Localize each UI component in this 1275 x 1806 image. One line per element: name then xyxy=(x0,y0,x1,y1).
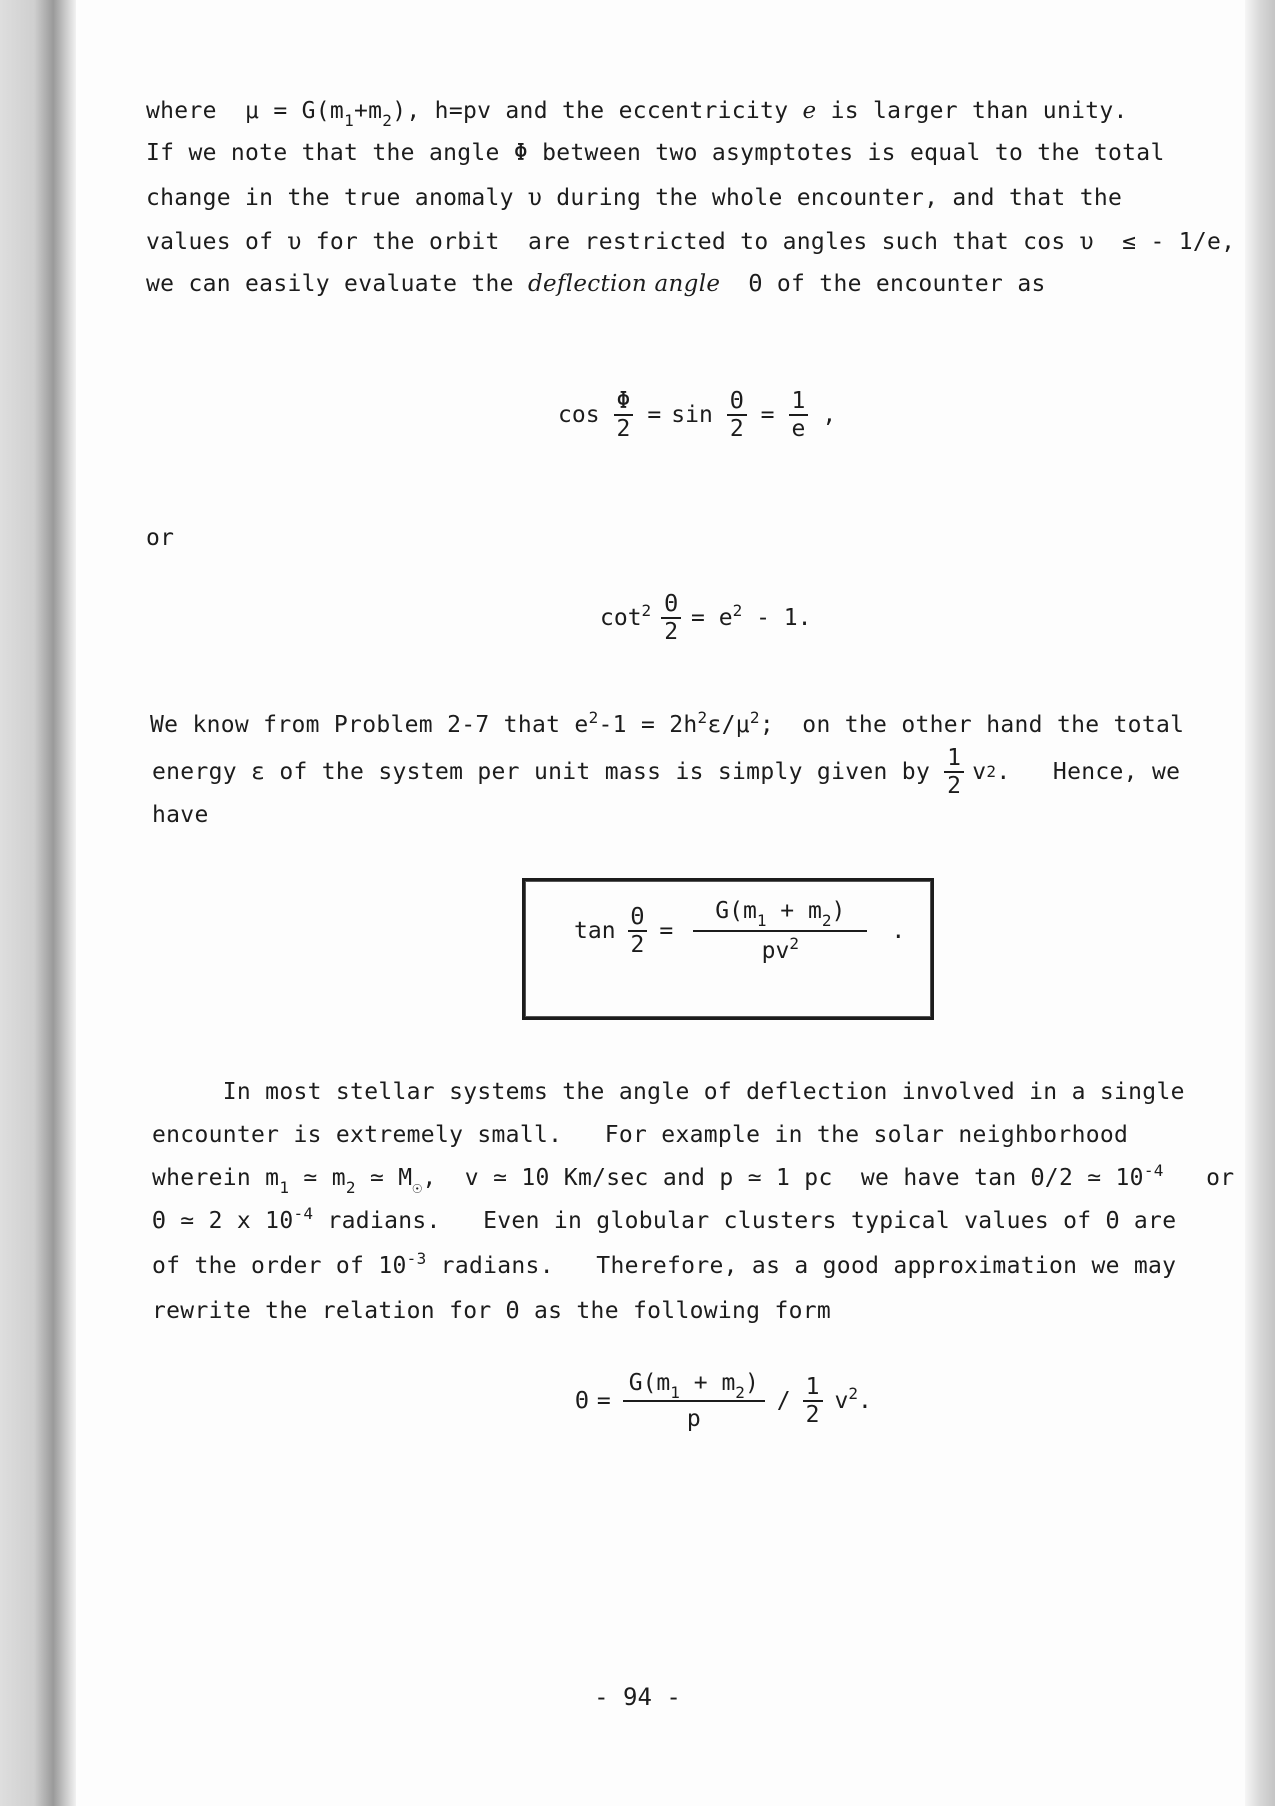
italic-term: deflection angle xyxy=(527,271,721,297)
text-line: In most stellar systems the angle of deflection involved in a single xyxy=(152,1079,1185,1105)
text-line: where $\mu = G(m_1+m_2)$, h=pv and the eccentricity e is larger than unity. xyxy=(146,98,1128,130)
equation-tan: tan $\frac{\Theta}{2}$ = $\frac{G(m_1 + m_2)}{pv^2}$ . xyxy=(574,898,906,964)
text-line: We know from Problem 2-7 that $e^2-1 = 2h^2\varepsilon/\mu^2$; on the other hand the total xyxy=(150,708,1185,738)
page-spine-shadow xyxy=(0,0,76,1806)
page-edge-shadow xyxy=(1245,0,1275,1806)
equation-theta-approx: Θ = $\frac{G(m_1 + m_2)}{p}$ / $\frac{1}{2}$ $v^2$. xyxy=(575,1370,872,1432)
text-line: change in the true anomaly υ during the whole encounter, and that the xyxy=(146,185,1123,211)
equation-cot: $\cot^2$ $\frac{\Theta}{2}$ = $e^2 - 1$. xyxy=(600,591,812,645)
text-line: of the order of $10^{-3}$ radians. Therefore, as a good approximation we may xyxy=(152,1249,1177,1279)
text-line: Θ ≃ 2 x $10^{-4}$ radians. Even in globular clusters typical values of Θ are xyxy=(152,1204,1177,1234)
text-line: we can easily evaluate the deflection angle Θ of the encounter as xyxy=(146,271,1046,297)
text-line: encounter is extremely small. For example in the solar neighborhood xyxy=(152,1122,1129,1148)
text-line: values of υ for the orbit are restricted to angles such that cos υ ≤ - 1/e, xyxy=(146,229,1236,255)
text-or: or xyxy=(146,525,175,551)
text-line: rewrite the relation for Θ as the following form xyxy=(152,1298,832,1324)
equation-cos-sin: cos $\frac{\Phi}{2}$ = sin $\frac{\Theta}{2}$ = $\frac{1}{e}$ , xyxy=(558,388,837,442)
text-line: If we note that the angle Φ between two asymptotes is equal to the total xyxy=(146,140,1165,166)
text-line: have xyxy=(152,802,209,828)
text-line: energy ε of the system per unit mass is simply given by $\frac{1}{2}$ v 2 . Hence, we xyxy=(152,745,1181,799)
text-line: wherein $m_1$ ≃ $m_2$ ≃ $M_☉$, v ≃ 10 Km/sec and p ≃ 1 pc we have tan Θ/2 ≃ $10^{-4}$ or xyxy=(152,1161,1235,1197)
page-number: - 94 - xyxy=(594,1683,681,1711)
